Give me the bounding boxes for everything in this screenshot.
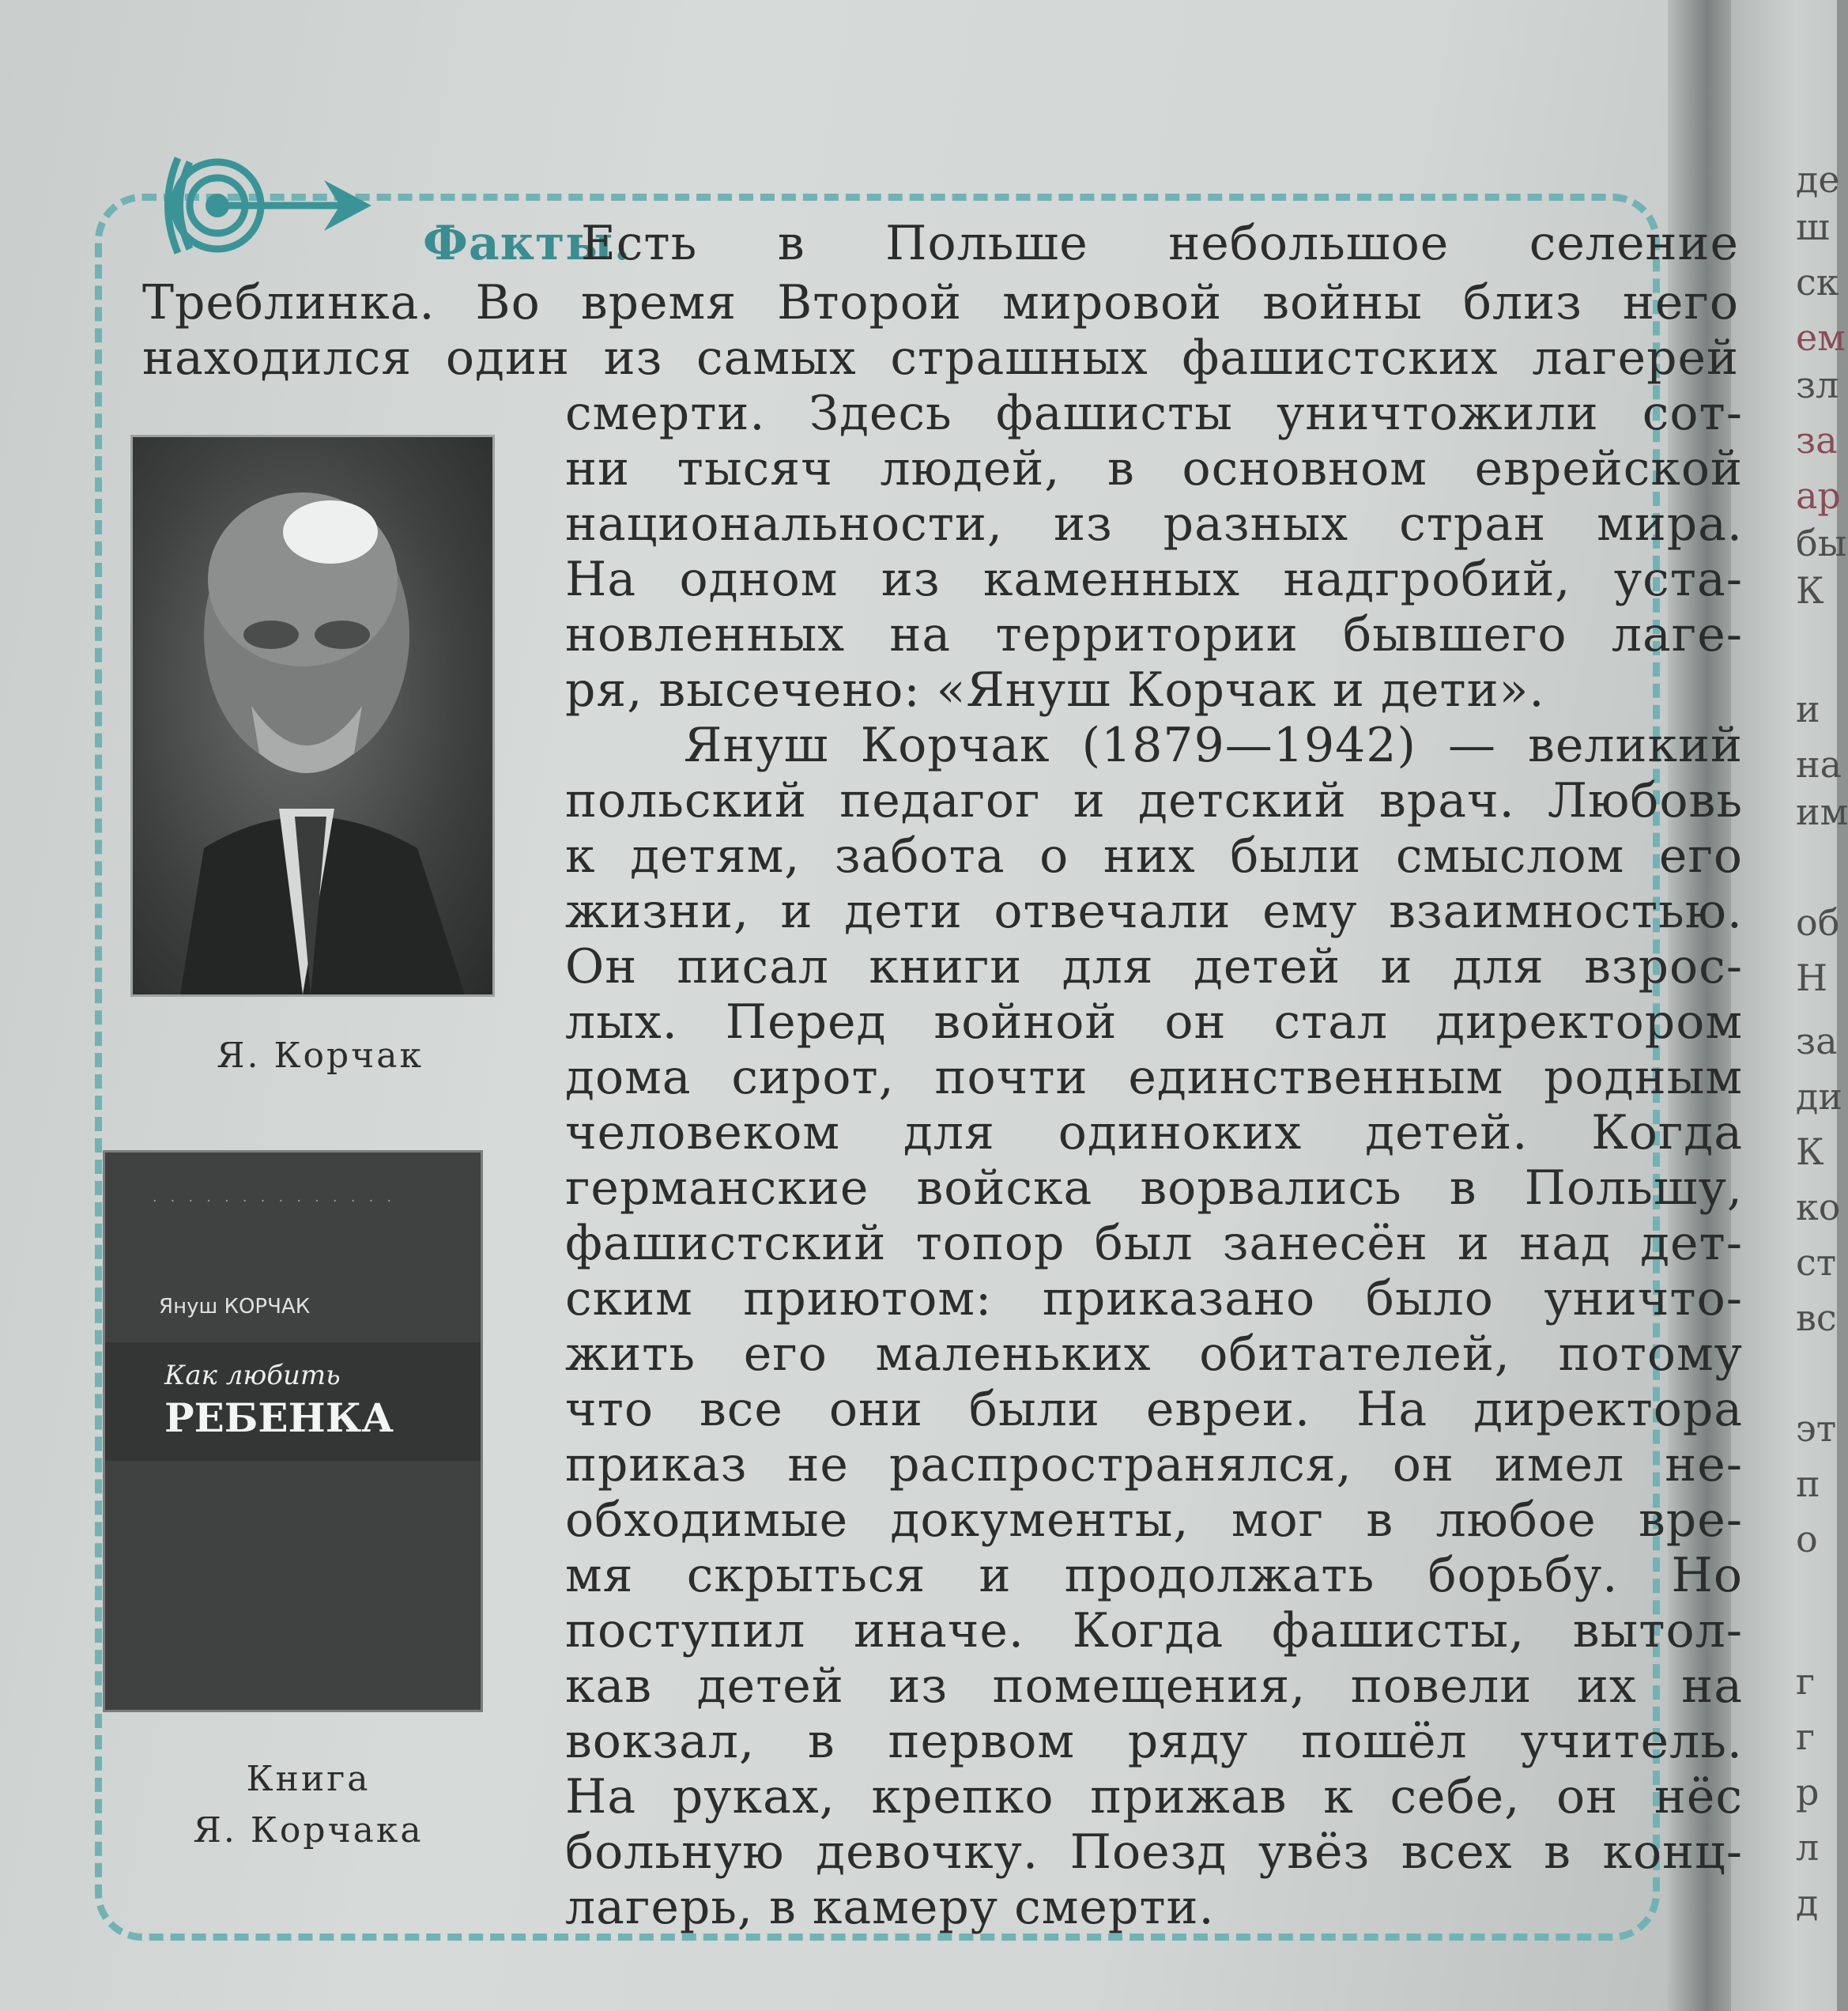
next-page-fragment: д [1796,1881,1819,1924]
next-page-fragment: р [1796,1771,1820,1813]
next-page-fragment: ст [1796,1241,1837,1284]
text-line: новленных на территории бывшего лаге- [565,607,1743,662]
book-title-line1: Как любить [164,1360,341,1391]
next-page-fragment: ко [1796,1186,1841,1228]
text-line: вокзал, в первом ряду пошёл учитель. [565,1714,1743,1769]
text-line: обходимые документы, мог в любое вре- [565,1492,1743,1548]
text-line: германские войска ворвались в Польшу, [565,1160,1743,1216]
text-line: Януш Корчак (1879—1942) — великий [684,718,1743,773]
text-line: лагерь, в камеру смерти. [565,1880,1215,1935]
book-cover-image [103,1150,483,1712]
text-line: что все они были евреи. На директора [565,1382,1743,1437]
next-page-fragment: г [1796,1715,1816,1758]
book-caption-line2: Я. Корчака [193,1810,424,1851]
text-line: к детям, забота о них были смыслом его [565,828,1743,884]
text-line: больную девочку. Поезд увёз всех в конц- [565,1824,1743,1880]
text-line: жить его маленьких обитателей, потому [565,1326,1743,1382]
book-title-line2: РЕБЕНКА [164,1394,394,1441]
next-page-fragment: эт [1796,1407,1837,1450]
target-arrow-icon [154,150,375,261]
next-page-fragment: л [1796,1826,1820,1869]
next-page-fragment: об [1796,901,1840,944]
book-series-line: · · · · · · · · · · · · · · [153,1194,396,1209]
text-line: На руках, крепко прижав к себе, он нёс [565,1769,1743,1824]
portrait-caption: Я. Корчак [216,1036,424,1076]
facts-heading: Факты. [423,216,632,271]
text-line: польский педагог и детский врач. Любовь [565,773,1743,828]
next-page-fragment: ш [1796,206,1830,248]
next-page-fragment: зл [1796,364,1839,406]
next-page-edge [1731,0,1848,2011]
next-page-fragment: им [1796,790,1848,833]
next-page-fragment: о [1796,1518,1818,1560]
next-page-fragment: за [1796,1020,1838,1062]
text-line: мя скрыться и продолжать борьбу. Но [565,1548,1743,1603]
text-line: приказ не распространялся, он имел не- [565,1437,1743,1492]
text-line: смерти. Здесь фашисты уничтожили сот- [565,386,1743,441]
next-page-fragment: п [1796,1462,1820,1505]
next-page-fragment: вс [1796,1296,1837,1339]
text-line: ни тысяч людей, в основном еврейской [565,441,1743,496]
text-line: кав детей из помещения, повели их на [565,1658,1743,1714]
text-line: ским приютом: приказано было уничто- [565,1271,1743,1326]
text-line: лых. Перед войной он стал директором [565,994,1743,1050]
text-line: человеком для одиноких детей. Когда [565,1105,1743,1160]
next-page-fragment: ск [1796,261,1839,304]
next-page-fragment: ар [1796,474,1841,517]
next-page-fragment: и [1796,688,1820,730]
text-line: На одном из каменных надгробий, уста- [565,552,1743,607]
book-author: Януш КОРЧАК [159,1295,311,1319]
text-line: Есть в Польше небольшое селение [581,216,1739,271]
next-page-fragment: К [1796,569,1824,612]
next-page-fragment: за [1796,419,1838,462]
next-page-fragment: Н [1796,956,1828,999]
next-page-fragment: ди [1796,1075,1842,1118]
text-line: фашистский топор был занесён и над дет- [565,1216,1743,1271]
text-line: национальности, из разных стран мира. [565,496,1743,552]
book-caption-line1: Книга [246,1759,371,1799]
text-line: поступил иначе. Когда фашисты, вытол- [565,1603,1743,1658]
korczak-portrait-photo [130,435,495,997]
next-page-fragment: г [1796,1660,1816,1703]
text-line: Треблинка. Во время Второй мировой войны близ него [142,275,1739,330]
text-line: находился один из самых страшных фашистских лагерей [142,330,1739,386]
text-line: жизни, и дети отвечали ему взаимностью. [565,884,1743,939]
text-line: дома сирот, почти единственным родным [565,1050,1743,1105]
next-page-fragment: ем [1796,316,1846,359]
next-page-fragment: бы [1796,522,1847,564]
next-page-fragment: де [1796,158,1840,201]
text-line: ря, высечено: «Януш Корчак и дети». [565,662,1545,718]
next-page-fragment: К [1796,1130,1824,1173]
text-line: Он писал книги для детей и для взрос- [565,939,1743,994]
next-page-fragment: на [1796,743,1842,786]
